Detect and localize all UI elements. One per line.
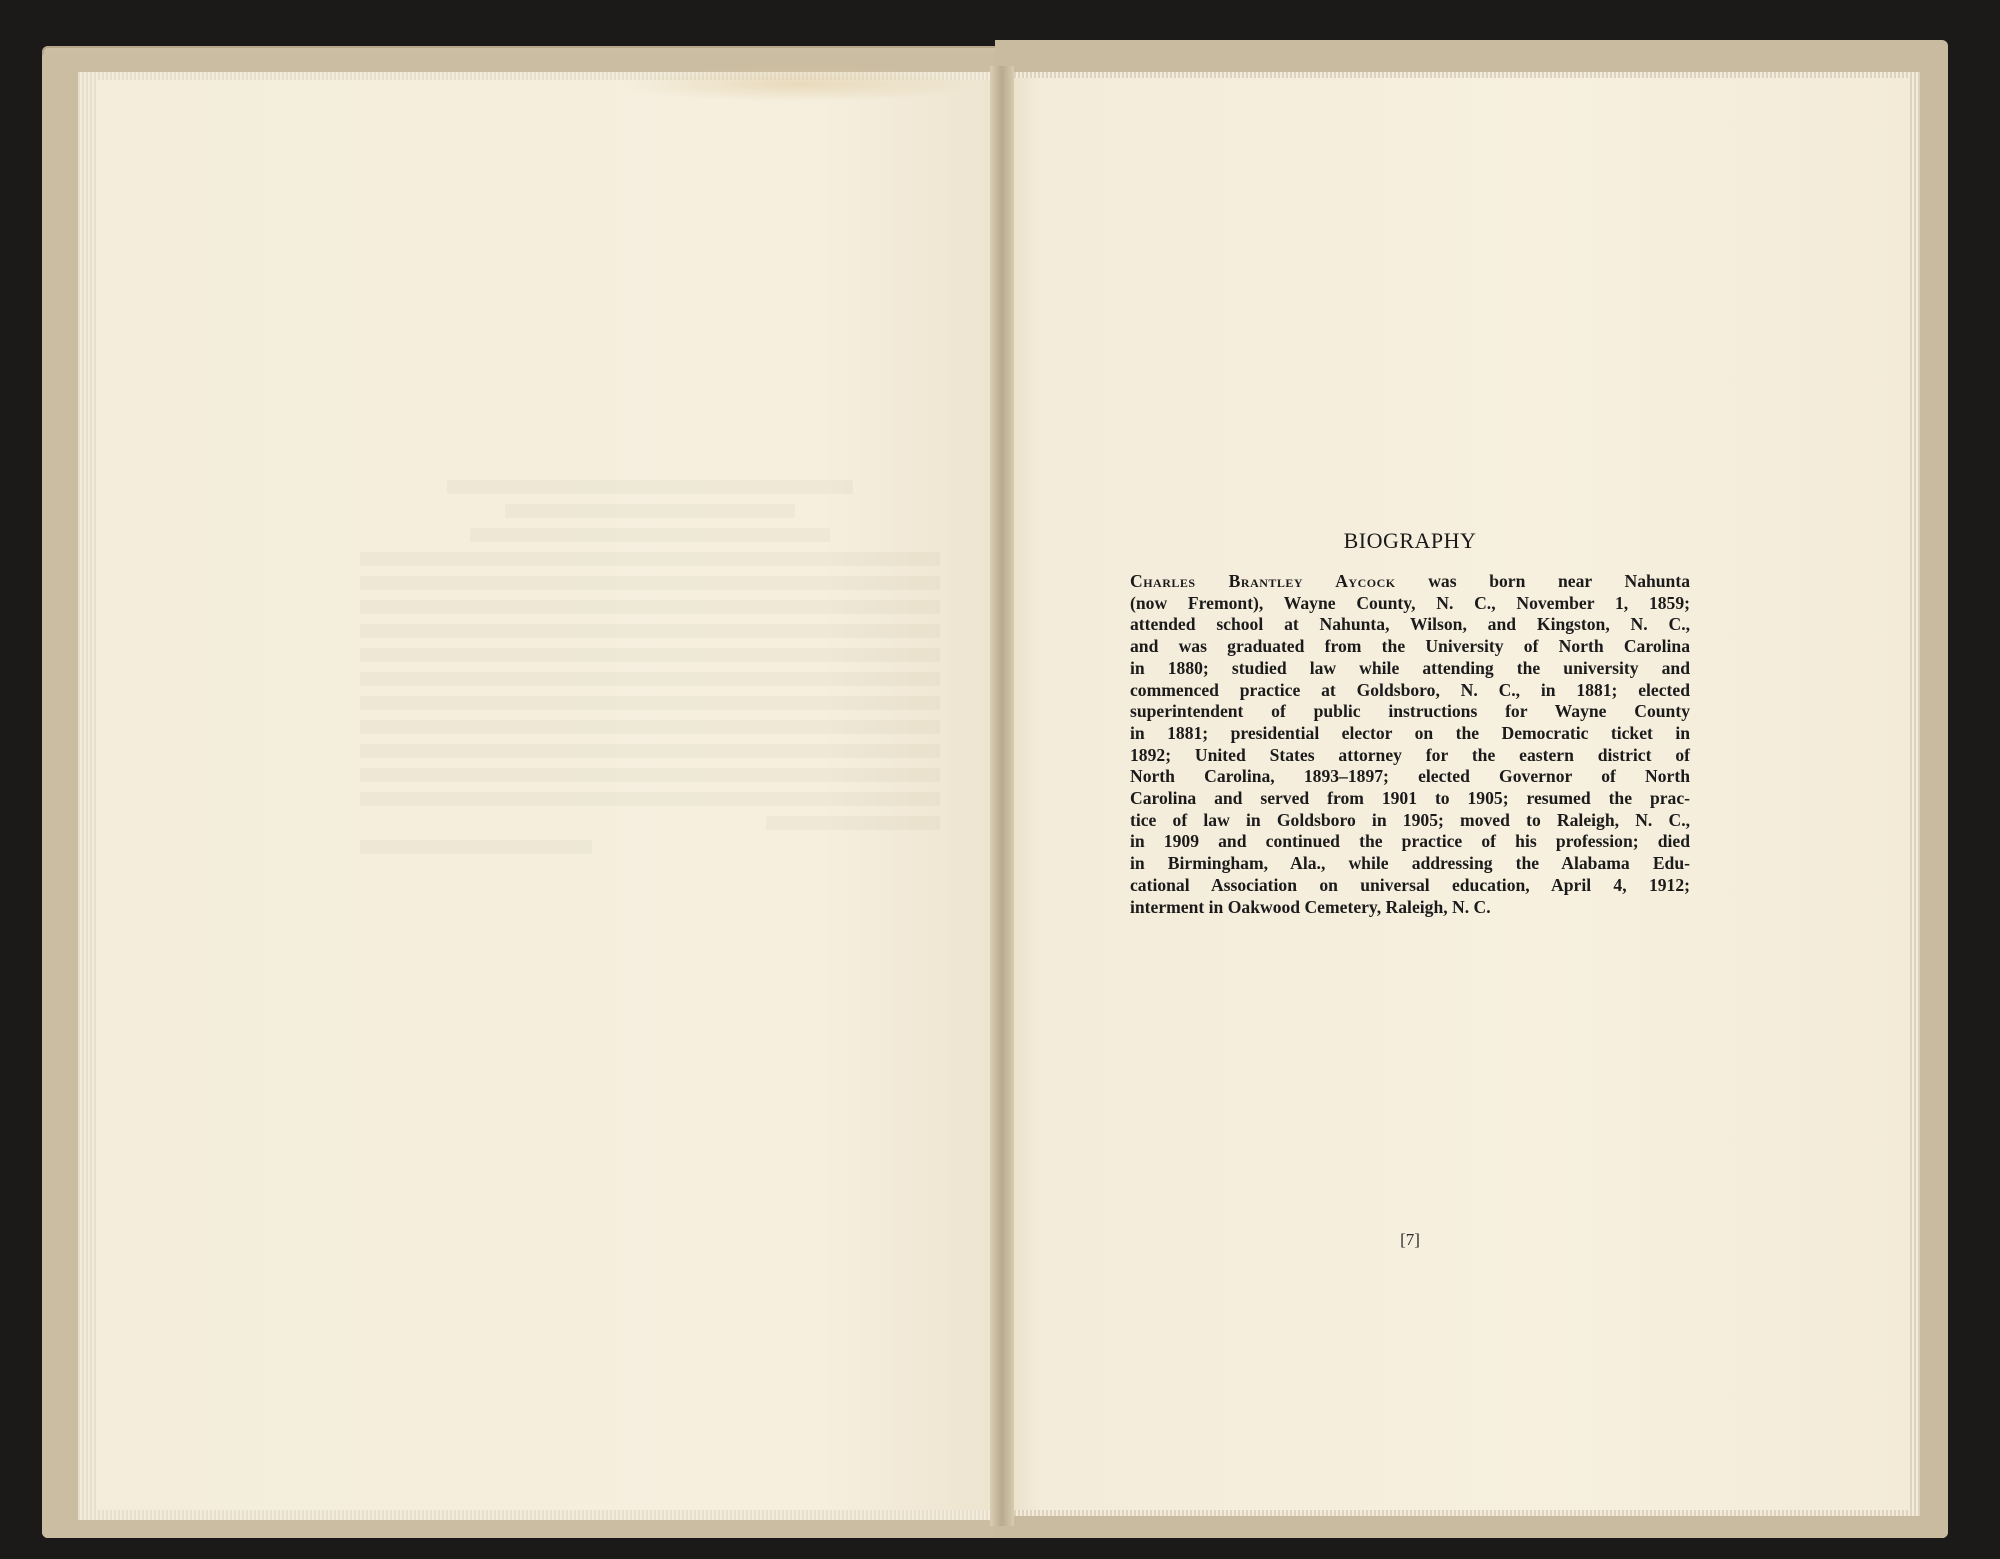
bio-line: in 1881; presidential elector on the Democratic ticket in [1130, 722, 1690, 743]
bio-line: cational Association on universal education, April 4, 1912; [1130, 874, 1690, 895]
bio-line: (now Fremont), Wayne County, N. C., November 1, 1859; [1130, 592, 1690, 613]
biography-paragraph [1130, 571, 1690, 918]
bleed-through-text [360, 470, 940, 940]
bio-line: interment in Oakwood Cemetery, Raleigh, N. C. [1130, 896, 1491, 917]
book-gutter [990, 66, 1014, 1526]
bio-line: and was graduated from the University of North Carolina [1130, 636, 1690, 657]
bio-name: Charles Brantley Aycock [1130, 571, 1396, 591]
bio-line: in 1880; studied law while attending the university and [1130, 657, 1690, 678]
page-title: BIOGRAPHY [1343, 528, 1477, 553]
bio-line: North Carolina, 1893–1897; elected Governor of North [1130, 766, 1690, 787]
bio-line: attended school at Nahunta, Wilson, and Kingston, N. C., [1130, 614, 1690, 635]
bio-line: in 1909 and continued the practice of his profession; died [1130, 831, 1690, 852]
bio-line: in Birmingham, Ala., while addressing the Alabama Edu- [1130, 853, 1690, 874]
bio-line: Carolina and served from 1901 to 1905; resumed the prac- [1130, 788, 1690, 809]
bio-line: commenced practice at Goldsboro, N. C., in 1881; elected [1130, 679, 1690, 700]
bio-line: superintendent of public instructions for Wayne County [1130, 701, 1690, 722]
page-number: [7] [1400, 1230, 1420, 1249]
bio-line-1: Charles Brantley Aycock was born near Nahunta [1130, 571, 1690, 591]
bio-line: 1892; United States attorney for the eastern district of [1130, 744, 1690, 765]
bio-line: tice of law in Goldsboro in 1905; moved to Raleigh, N. C., [1130, 809, 1690, 830]
page-stain [620, 66, 980, 102]
